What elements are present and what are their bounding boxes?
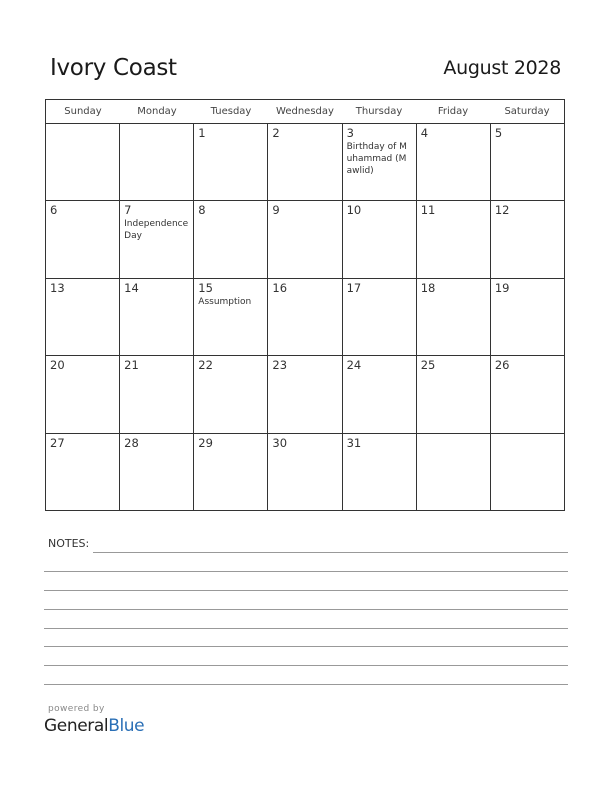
day-number: 9 — [272, 203, 280, 218]
day-cell[interactable] — [46, 434, 120, 510]
day-cell[interactable] — [194, 279, 268, 355]
day-number: 16 — [272, 280, 288, 295]
day-cell[interactable] — [491, 279, 564, 355]
notes-line — [44, 646, 568, 647]
weeks-container — [46, 124, 564, 510]
day-cell[interactable] — [417, 124, 491, 200]
month-title: August 2028 — [443, 57, 561, 79]
day-number: 15 — [198, 280, 213, 295]
weekday-header-row — [46, 100, 564, 124]
day-cell[interactable] — [120, 356, 194, 432]
notes-line — [93, 552, 568, 553]
day-number: 26 — [494, 358, 510, 373]
day-cell[interactable] — [491, 356, 564, 432]
day-cell[interactable] — [417, 434, 491, 510]
day-event: Independence Day — [124, 219, 189, 242]
week-row — [46, 124, 564, 201]
day-number: 31 — [346, 435, 362, 450]
country-title: Ivory Coast — [50, 55, 177, 81]
day-number: 6 — [50, 203, 58, 218]
weekday-friday: Friday — [437, 106, 469, 117]
weekday-tuesday: Tuesday — [210, 106, 252, 117]
day-number: 5 — [494, 126, 503, 140]
notes-line — [44, 628, 568, 629]
day-number: 11 — [420, 203, 436, 218]
day-cell[interactable] — [268, 356, 342, 432]
calendar-grid — [45, 99, 565, 511]
notes-line — [44, 571, 568, 572]
logo-general-text: General — [44, 716, 109, 736]
day-event: Assumption — [198, 296, 252, 307]
day-number: 24 — [346, 358, 362, 373]
day-cell[interactable] — [194, 434, 268, 510]
week-row — [46, 434, 564, 510]
day-number: 27 — [50, 435, 65, 450]
weekday-sunday: Sunday — [64, 106, 102, 117]
day-number: 3 — [346, 126, 354, 140]
day-cell[interactable] — [46, 124, 120, 200]
day-number: 10 — [346, 203, 362, 218]
day-number: 23 — [272, 358, 288, 373]
weekday-wednesday: Wednesday — [276, 106, 334, 117]
day-number: 30 — [272, 435, 288, 450]
day-number: 13 — [50, 280, 65, 295]
day-number: 12 — [494, 203, 510, 218]
day-number: 25 — [420, 358, 436, 373]
weekday-monday: Monday — [137, 106, 177, 117]
day-number: 18 — [420, 280, 436, 295]
day-cell[interactable] — [417, 201, 491, 277]
day-cell[interactable] — [268, 434, 342, 510]
day-number: 17 — [346, 280, 362, 295]
day-cell[interactable] — [120, 434, 194, 510]
week-row — [46, 279, 564, 356]
day-cell[interactable] — [194, 201, 268, 277]
day-cell[interactable] — [343, 279, 417, 355]
week-row — [46, 201, 564, 278]
notes-label: NOTES: — [48, 537, 90, 550]
notes-line — [44, 609, 568, 610]
day-cell[interactable] — [194, 356, 268, 432]
day-cell[interactable] — [343, 201, 417, 277]
logo-blue-text: Blue — [108, 716, 145, 736]
day-cell[interactable] — [491, 124, 564, 200]
powered-by-text: powered by — [48, 704, 105, 714]
day-cell[interactable] — [120, 279, 194, 355]
week-row — [46, 356, 564, 433]
day-cell[interactable] — [491, 434, 564, 510]
day-number: 2 — [272, 126, 280, 140]
day-number: 8 — [198, 203, 206, 218]
day-number: 7 — [124, 203, 132, 218]
notes-line — [44, 684, 568, 685]
day-cell[interactable] — [194, 124, 268, 200]
day-cell[interactable] — [46, 356, 120, 432]
day-cell[interactable] — [46, 279, 120, 355]
day-cell[interactable] — [268, 279, 342, 355]
day-cell[interactable] — [268, 124, 342, 200]
day-cell[interactable] — [268, 201, 342, 277]
notes-line — [44, 590, 568, 591]
day-number: 21 — [124, 358, 139, 373]
day-number: 22 — [198, 358, 213, 373]
day-cell[interactable] — [120, 201, 194, 277]
day-cell[interactable] — [417, 356, 491, 432]
day-number: 1 — [198, 126, 206, 140]
day-event: Birthday of Muhammad (Mawlid) — [346, 142, 407, 176]
day-cell[interactable] — [343, 434, 417, 510]
day-cell[interactable] — [46, 201, 120, 277]
weekday-thursday: Thursday — [355, 106, 403, 117]
day-number: 20 — [50, 358, 65, 373]
generalblue-logo[interactable] — [44, 716, 144, 736]
day-number: 29 — [198, 435, 213, 450]
day-number: 28 — [124, 435, 139, 450]
day-number: 14 — [124, 280, 139, 295]
day-cell[interactable] — [343, 124, 417, 200]
day-cell[interactable] — [343, 356, 417, 432]
day-number: 19 — [494, 280, 510, 295]
day-cell[interactable] — [417, 279, 491, 355]
weekday-saturday: Saturday — [504, 106, 550, 117]
day-cell[interactable] — [491, 201, 564, 277]
notes-line — [44, 665, 568, 666]
day-number: 4 — [420, 126, 429, 140]
day-cell[interactable] — [120, 124, 194, 200]
